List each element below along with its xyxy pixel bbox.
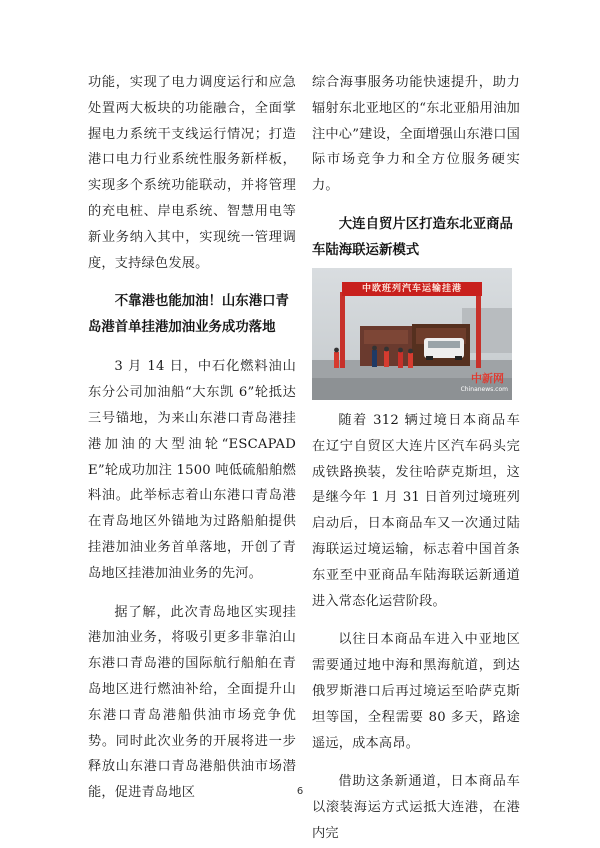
paragraph-qingdao-2: 据了解，此次青岛地区实现挂港加油业务，将吸引更多非靠泊山东港口青岛港的国际航行船舶在青岛地区进行燃油补给，全面提升山东港口青岛港船供油市场竞争优势。同时此次业务的开展将进一步释放山东港口青岛港船供油市场潜能，促进青岛地区 xyxy=(88,604,296,801)
photo-watermark-url: Chinanews.com xyxy=(460,385,508,393)
paragraph-dalian-2: 以往日本商品车进入中亚地区需要通过地中海和黑海航道，到达俄罗斯港口后再过境运至哈萨克斯坦等国，全程需要 80 多天，路途遥远，成本高昂。 xyxy=(312,632,520,751)
photo-watermark-logo: 中新网 xyxy=(471,371,504,385)
paragraph-dalian-1: 随着 312 辆过境日本商品车在辽宁自贸区大连片区汽车码头完成铁路换装，发往哈萨克斯坦，这是继今年 1 月 31 日首列过境班列启动后，日本商品车又一次通过陆海联运过境运输，标志着中国首条东亚至中亚商品车陆海联运新通道进入常态化运营阶段。 xyxy=(312,412,520,609)
paragraph-qingdao-1: 3 月 14 日，中石化燃料油山东分公司加油船“大东凯 6”轮抵达三号锚地，为来山东港口青岛港挂港加油的大型油轮“ESCAPADE”轮成功加注 1500 吨低硫船舶燃料油。此举标志着山东港口青岛港在青岛地区外锚地为过路船舶提供挂港加油业务首单落地，开创了青岛地区挂港加油业务的先河。 xyxy=(88,359,296,581)
article-photo-car-rail-terminal xyxy=(312,268,512,400)
paragraph-continued-right: 综合海事服务功能快速提升，助力辐射东北亚地区的“东北亚船用油加注中心”建设，全面增强山东港口国际市场竞争力和全方位服务硬实力。 xyxy=(312,75,520,194)
paragraph-dalian-3: 借助这条新通道，日本商品车以滚装海运方式运抵大连港，在港内完 xyxy=(312,774,520,841)
article-heading-dalian-multimodal: 大连自贸片区打造东北亚商品车陆海联运新模式 xyxy=(312,216,513,258)
left-column xyxy=(88,70,296,806)
page-number: 6 xyxy=(296,786,304,797)
article-heading-qingdao-bunkering: 不靠港也能加油！山东港口青岛港首单挂港加油业务成功落地 xyxy=(88,294,289,336)
paragraph-continued-left: 功能，实现了电力调度运行和应急处置两大板块的功能融合，全面掌握电力系统干支线运行情况；打造港口电力行业系统性服务新样板，实现多个系统功能联动，并将管理的充电桩、岸电系统、智慧用电等新业务纳入其中，实现统一管理调度，支持绿色发展。 xyxy=(88,75,296,271)
right-column xyxy=(312,70,520,847)
photo-banner-text: 中欧班列汽车运输挂港 xyxy=(361,283,462,294)
